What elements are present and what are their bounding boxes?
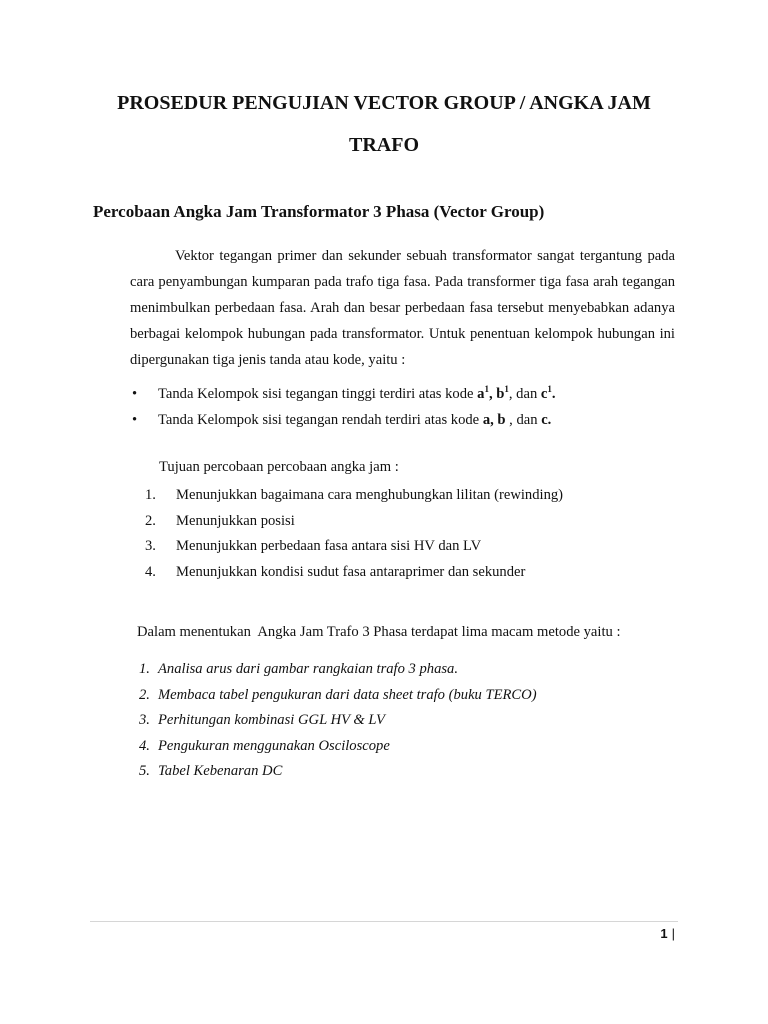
intro-paragraph: Vektor tegangan primer dan sekunder sebuah transformator sangat tergantung pada cara penyambungan kumparan pada trafo tiga fasa. Pada transformer tiga fasa arah tegangan menimbulkan perbedaan fasa. Arah dan besar perbedaan fasa tersebut menyebabkan adanya berbagai kelompok hubungan pada transformator. Untuk penentuan kelompok hubungan ini dipergunakan tiga jenis tanda atau kode, yaitu : bbox=[130, 248, 675, 368]
page-number bbox=[660, 926, 675, 941]
code-c-superscript: 1 bbox=[547, 384, 552, 394]
list-text: Pengukuran menggunakan Osciloscope bbox=[158, 737, 390, 754]
bullet-item-high-voltage bbox=[132, 381, 556, 407]
list-number: 1. bbox=[139, 661, 150, 677]
title-line-1: PROSEDUR PENGUJIAN VECTOR GROUP / ANGKA JAM bbox=[117, 92, 651, 114]
purpose-heading: Tujuan percobaan percobaan angka jam : bbox=[159, 459, 399, 475]
list-item bbox=[145, 509, 563, 535]
list-item bbox=[139, 657, 537, 683]
list-item bbox=[139, 683, 537, 709]
list-number: 1. bbox=[145, 487, 156, 503]
list-number: 4. bbox=[145, 563, 156, 580]
code-a: a bbox=[477, 386, 485, 402]
code-c: c bbox=[540, 386, 548, 402]
section-heading: Percobaan Angka Jam Transformator 3 Phasa (Vector Group) bbox=[93, 202, 545, 221]
document-title bbox=[90, 82, 678, 166]
code-b: b bbox=[496, 386, 505, 402]
list-item bbox=[145, 534, 563, 560]
bullet-icon: • bbox=[132, 386, 138, 402]
bullet-icon: • bbox=[132, 412, 138, 428]
period: . bbox=[551, 386, 556, 402]
bullet-text: Tanda Kelompok sisi tegangan tinggi terdiri atas kode bbox=[158, 386, 478, 402]
list-item bbox=[139, 708, 537, 734]
list-text: Menunjukkan kondisi sudut fasa antaraprimer dan sekunder bbox=[176, 563, 526, 580]
list-text: Membaca tabel pengukuran dari data sheet trafo (buku TERCO) bbox=[158, 686, 537, 703]
methods-heading: Dalam menentukan Angka Jam Trafo 3 Phasa terdapat lima macam metode yaitu : bbox=[137, 624, 621, 640]
code-ab: a, b bbox=[482, 412, 506, 428]
methods-list bbox=[139, 657, 537, 785]
page-number-value: 1 bbox=[660, 926, 668, 941]
footer-divider bbox=[90, 921, 678, 922]
list-item bbox=[145, 560, 563, 586]
code-c: c. bbox=[541, 412, 552, 428]
code-a-superscript: 1 bbox=[484, 384, 489, 394]
list-text: Perhitungan kombinasi GGL HV & LV bbox=[158, 712, 385, 728]
list-number: 4. bbox=[139, 737, 150, 754]
list-number: 3. bbox=[145, 538, 156, 554]
list-number: 2. bbox=[145, 512, 156, 529]
list-text: Menunjukkan posisi bbox=[176, 512, 295, 529]
separator: , dan bbox=[505, 412, 542, 428]
list-text: Menunjukkan bagaimana cara menghubungkan lilitan (rewinding) bbox=[176, 487, 564, 503]
page-separator: | bbox=[671, 926, 675, 941]
code-b-superscript: 1 bbox=[504, 384, 509, 394]
separator: , dan bbox=[508, 386, 541, 402]
list-number: 5. bbox=[139, 763, 150, 779]
separator: , bbox=[488, 386, 497, 402]
list-text: Tabel Kebenaran DC bbox=[158, 763, 283, 779]
list-item bbox=[145, 483, 563, 509]
list-item bbox=[139, 734, 537, 760]
list-text: Analisa arus dari gambar rangkaian trafo 3 phasa. bbox=[158, 661, 459, 677]
code-bullet-list bbox=[132, 381, 556, 433]
title-line-2: TRAFO bbox=[349, 134, 419, 156]
list-number: 3. bbox=[139, 712, 150, 728]
bullet-text: Tanda Kelompok sisi tegangan rendah terdiri atas kode bbox=[158, 412, 483, 428]
list-text: Menunjukkan perbedaan fasa antara sisi HV dan LV bbox=[176, 538, 482, 554]
bullet-item-low-voltage bbox=[132, 407, 556, 433]
list-number: 2. bbox=[139, 686, 150, 703]
list-item bbox=[139, 759, 537, 785]
purpose-list bbox=[145, 483, 563, 585]
